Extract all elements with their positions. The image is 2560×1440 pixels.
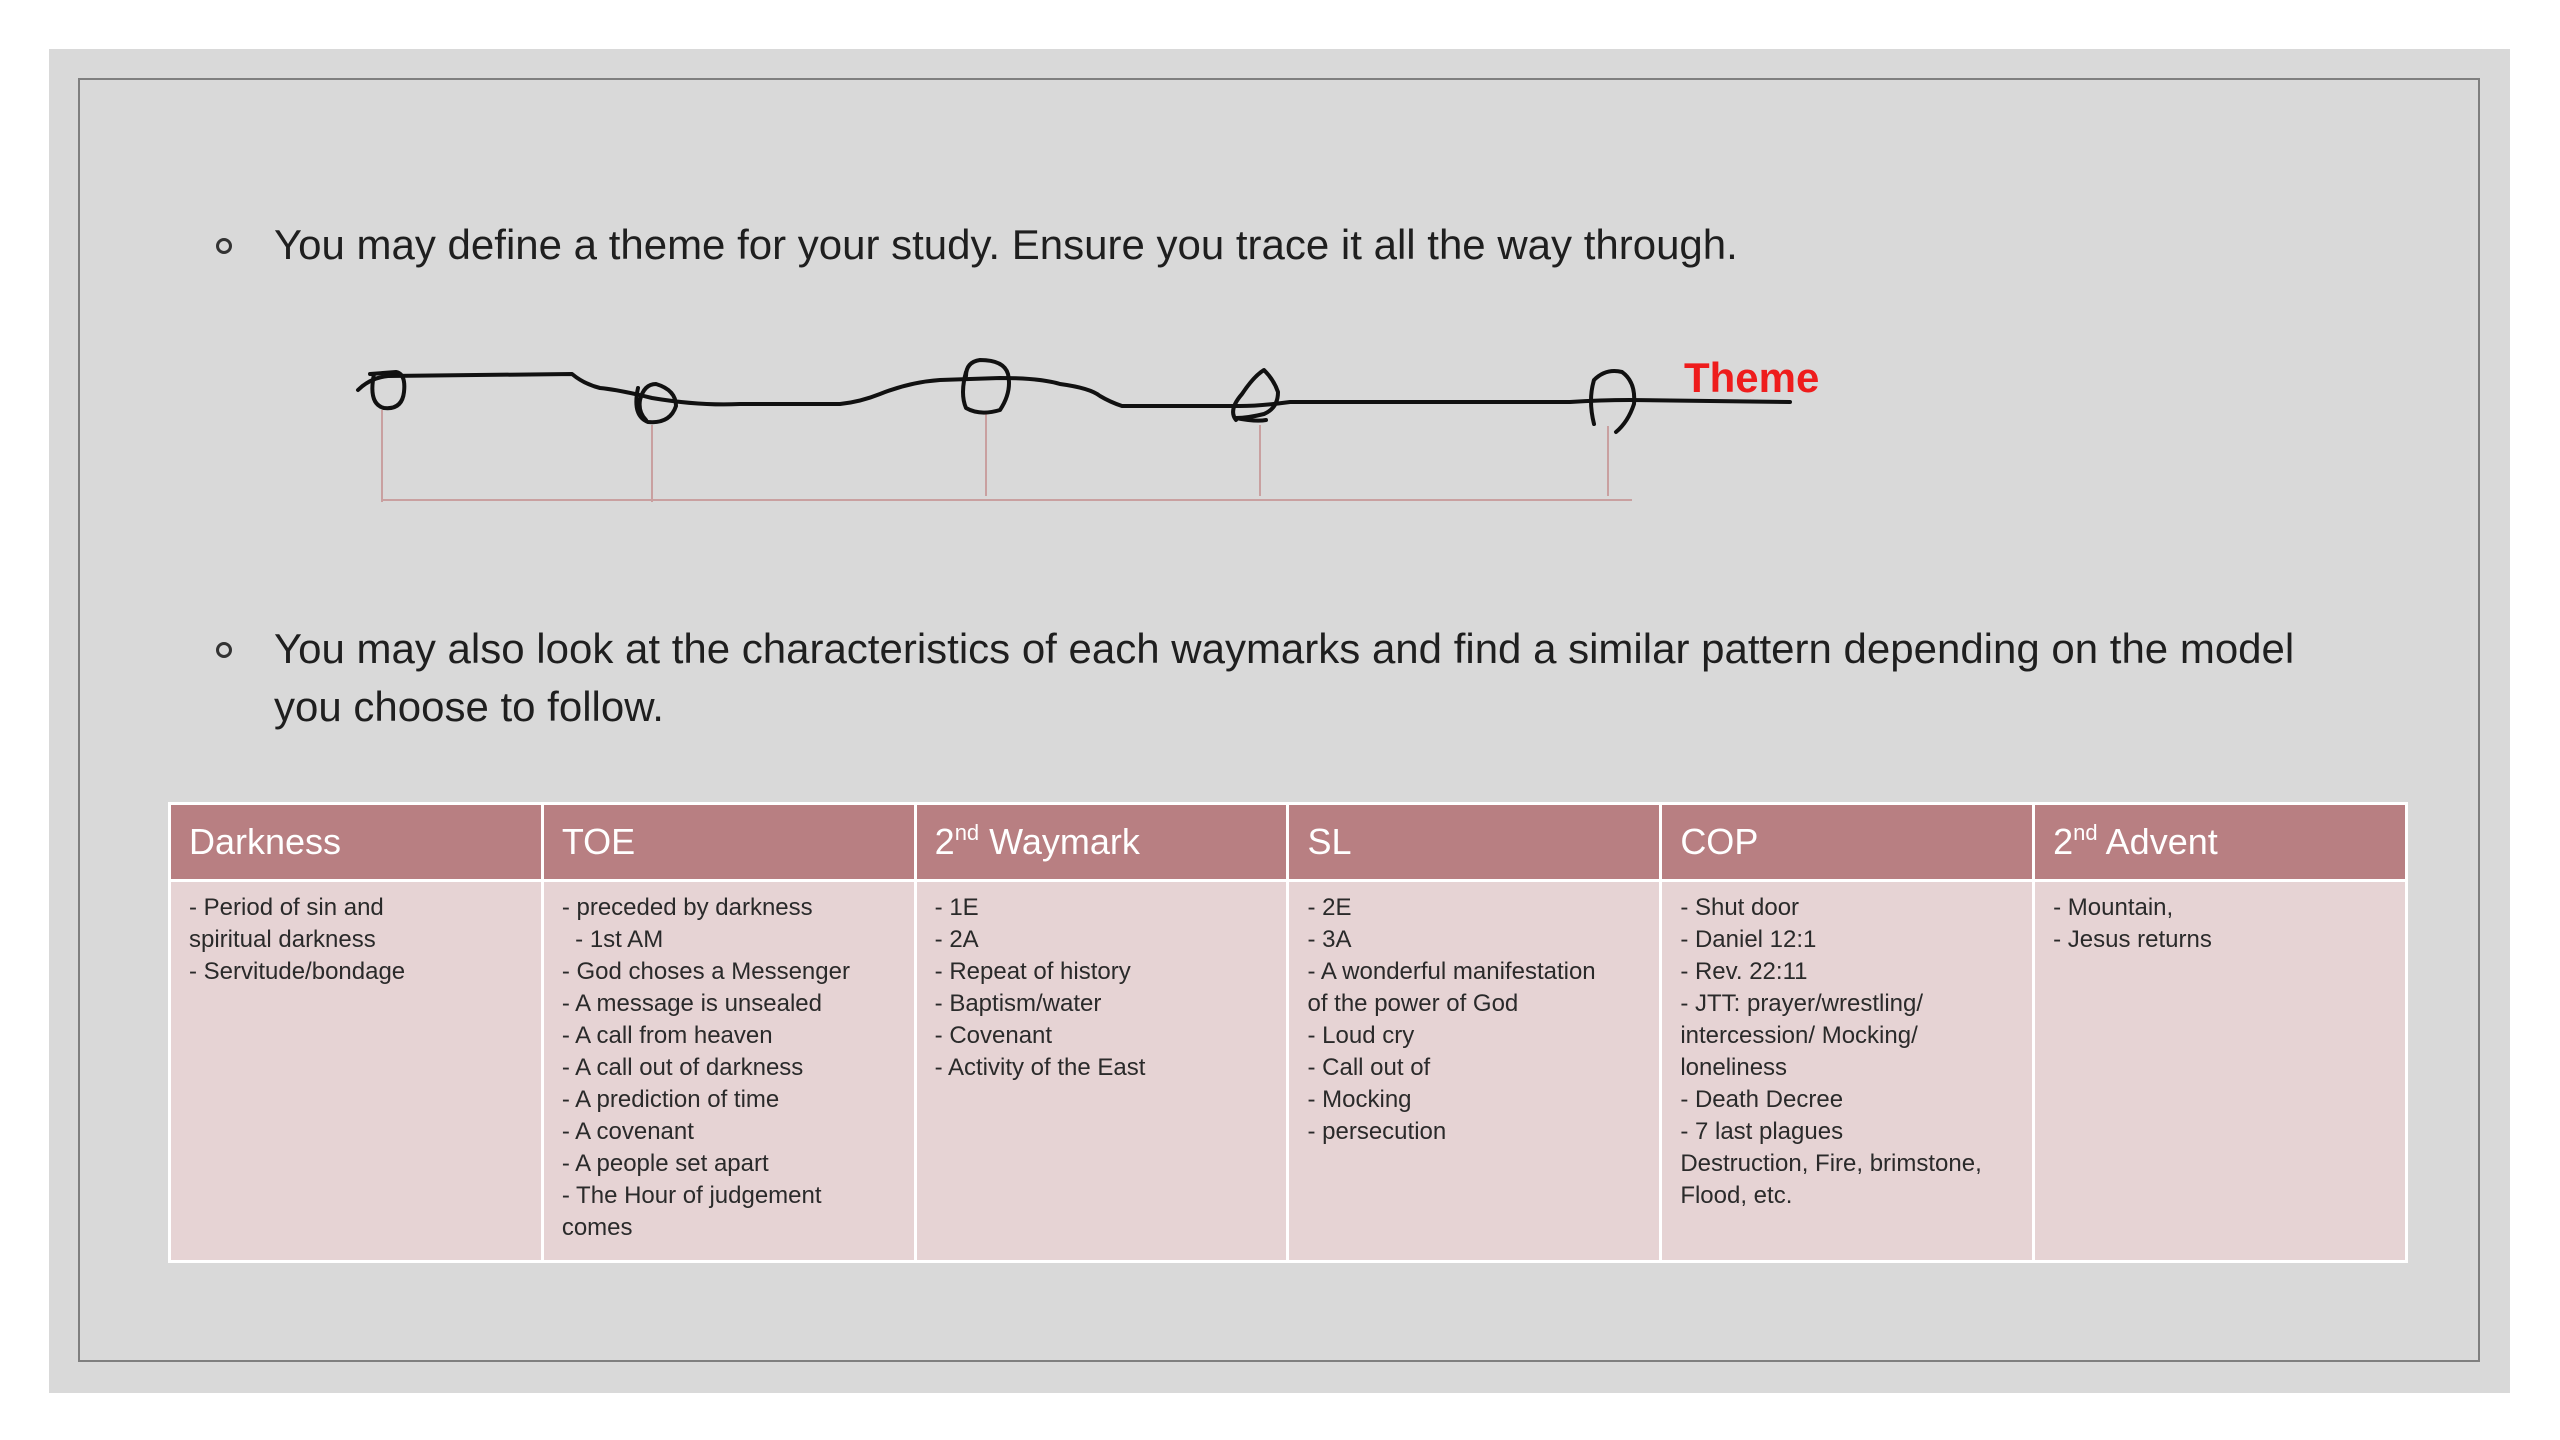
waymarks-table <box>168 802 2408 1263</box>
bullet-text: You may define a theme for your study. Ensure you trace it all the way through. <box>274 221 1738 268</box>
cell-line: loneliness <box>1680 1054 1788 1081</box>
theme-label: Theme <box>1684 354 1820 401</box>
header-text: Darkness <box>189 821 342 862</box>
cell-line: - The Hour of judgement <box>561 1182 822 1209</box>
cell-line: - Servitude/bondage <box>189 958 406 985</box>
cell-line: - Mocking <box>1307 1086 1412 1113</box>
header-text: TOE <box>561 821 636 862</box>
waymark-guides <box>382 410 1632 502</box>
table-row <box>170 881 2407 1262</box>
waymark-loop <box>1233 370 1278 421</box>
cell-line: - 7 last plagues <box>1680 1118 1844 1145</box>
cell-line: - Loud cry <box>1307 1022 1415 1049</box>
cell-line: - Call out of <box>1307 1054 1431 1081</box>
theme-sketch <box>340 330 1900 510</box>
column-header-cop <box>1661 804 2034 881</box>
cell-line: - Jesus returns <box>2053 926 2212 953</box>
header-superscript: nd <box>954 820 980 845</box>
cell-line: - Rev. 22:11 <box>1680 958 1808 985</box>
cell-line: - A wonderful manifestation <box>1307 958 1596 985</box>
header-text-suffix: Advent <box>2097 821 2218 862</box>
header-text-suffix: Waymark <box>979 821 1140 862</box>
cell-line: - persecution <box>1307 1118 1447 1145</box>
cell-toe <box>542 881 915 1262</box>
column-header-second-advent <box>2034 804 2407 881</box>
cell-second-waymark <box>915 881 1288 1262</box>
waymark-loop <box>636 384 676 422</box>
cell-cop <box>1661 881 2034 1262</box>
cell-line: of the power of God <box>1307 990 1519 1017</box>
cell-second-advent <box>2034 881 2407 1262</box>
column-header-sl <box>1288 804 1661 881</box>
cell-line: Flood, etc. <box>1680 1182 1793 1209</box>
cell-line: - JTT: prayer/wrestling/ <box>1680 990 1924 1017</box>
cell-line: - A people set apart <box>561 1150 769 1177</box>
bullet-text: You may also look at the characteristics of each waymarks and find a similar pattern depending on the model you choose to follow. <box>274 625 2295 730</box>
cell-line: - Mountain, <box>2053 894 2174 921</box>
cell-line: - Activity of the East <box>934 1054 1146 1081</box>
cell-line: - Shut door <box>1680 894 1800 921</box>
cell-line: - A call from heaven <box>561 1022 773 1049</box>
header-superscript: nd <box>2073 820 2098 845</box>
cell-line: intercession/ Mocking/ <box>1680 1022 1918 1049</box>
cell-line: - A covenant <box>561 1118 694 1145</box>
bullet-circle-icon <box>216 238 232 254</box>
cell-line: - Baptism/water <box>934 990 1102 1017</box>
header-text: 2 <box>934 821 955 862</box>
header-text: SL <box>1307 821 1352 862</box>
cell-line: spiritual darkness <box>189 926 376 953</box>
cell-line: - Repeat of history <box>934 958 1131 985</box>
bullet-circle-icon <box>216 642 232 658</box>
cell-line: - 1st AM <box>561 926 664 953</box>
cell-line: comes <box>561 1214 633 1241</box>
waymark-loops <box>370 360 1634 432</box>
column-header-second-waymark <box>915 804 1288 881</box>
cell-line: - Covenant <box>934 1022 1053 1049</box>
header-text: 2 <box>2053 821 2074 862</box>
cell-line: - A call out of darkness <box>561 1054 804 1081</box>
cell-darkness <box>170 881 543 1262</box>
table-header-row <box>170 804 2407 881</box>
header-text: COP <box>1680 821 1759 862</box>
cell-sl <box>1288 881 1661 1262</box>
cell-line: - Daniel 12:1 <box>1680 926 1817 953</box>
cell-line: - A message is unsealed <box>561 990 822 1017</box>
cell-line: - 2E <box>1307 894 1352 921</box>
cell-line: - preceded by darkness <box>561 894 813 921</box>
cell-line: - A prediction of time <box>561 1086 780 1113</box>
column-header-darkness <box>170 804 543 881</box>
theme-line <box>358 374 1790 406</box>
cell-line: Destruction, Fire, brimstone, <box>1680 1150 1982 1177</box>
cell-line: - Period of sin and <box>189 894 384 921</box>
cell-line: - 2A <box>934 926 979 953</box>
cell-line: - Death Decree <box>1680 1086 1844 1113</box>
cell-line: - God choses a Messenger <box>561 958 850 985</box>
waymark-loop <box>963 360 1009 413</box>
cell-line: - 3A <box>1307 926 1352 953</box>
cell-line: - 1E <box>934 894 979 921</box>
column-header-toe <box>542 804 915 881</box>
